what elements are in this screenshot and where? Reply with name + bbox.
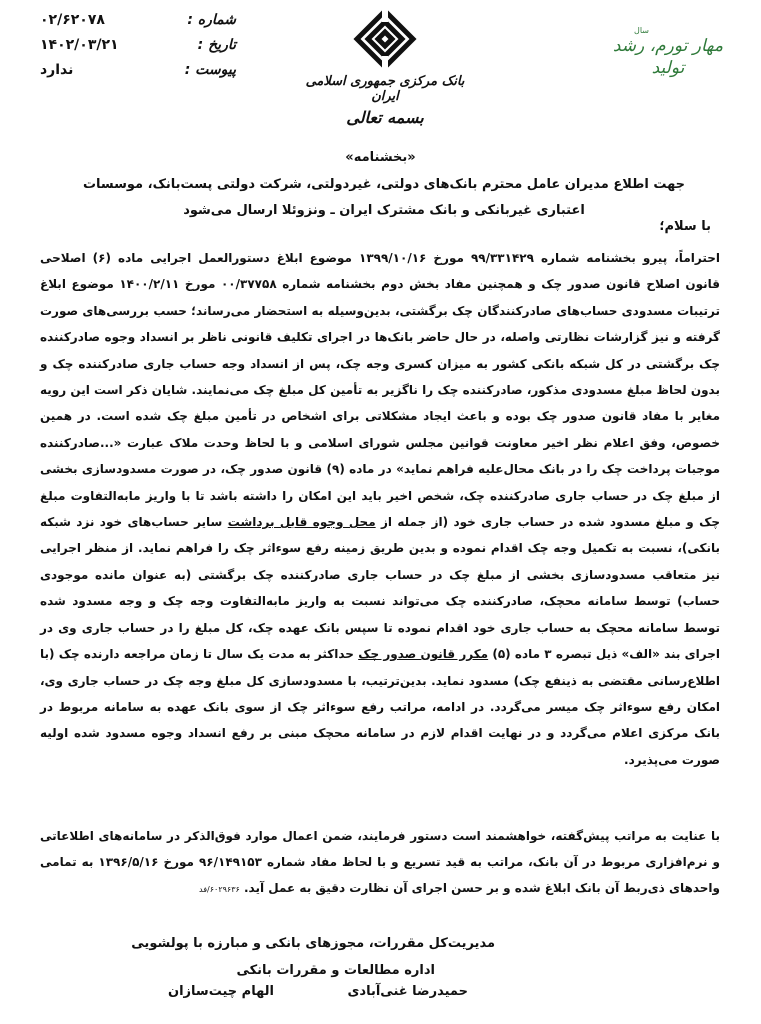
date-label: تاریخ : — [197, 37, 236, 53]
number-value: ۰۲/۶۲۰۷۸ — [40, 12, 105, 28]
central-bank-emblem-icon — [353, 8, 417, 70]
number-label: شماره : — [187, 12, 236, 28]
closing-paragraph — [40, 823, 720, 903]
document-title: «بخشنامه» — [345, 150, 416, 165]
central-bank-logo — [300, 8, 470, 133]
body-underlined-1: محل وجوه قابل برداشت — [227, 515, 376, 530]
recipient-line: جهت اطلاع مدیران عامل محترم بانک‌های دولتی، غیردولتی، شرکت دولتی پست‌بانک، موسسات اعتباری غیربانکی و بانک مشترک ایران ـ ونزوئلا ارسال می‌شود — [82, 177, 686, 218]
greeting: با سلام؛ — [659, 219, 711, 234]
year-slogan-logo — [598, 26, 738, 96]
signatory-name-1: حمیدرضا غنی‌آبادی — [347, 984, 468, 999]
signatory-names — [168, 984, 468, 999]
date-value: ۱۴۰۲/۰۳/۲۱ — [40, 37, 119, 53]
letter-meta — [36, 12, 236, 87]
date-row — [36, 37, 236, 62]
bank-motto: بسمه تعالی — [346, 108, 424, 127]
reference-code: ۶۰۲۹۶۳۶/فد — [199, 885, 240, 894]
signature-office: اداره مطالعات و مقررات بانکی — [236, 963, 435, 978]
body-text-3: حداکثر به مدت یک سال تا زمان مراجعه دارنده چک (با اطلاع‌رسانی مقتضی به ذینفع چک) مسدود نماید. بدین‌ترتیب، با مسدودسازی کل مبلغ وجه چک در حساب جاری وی، امکان رفع سوءاثر چک میسر می‌گردد. در ادامه، مراتب رفع سوءاثر چک از سوی بانک عهده به سامانه مربوط در بانک مرکزی اعلام می‌گردد و در نهایت اقدام لازم در سامانه محچک مبنی بر رفع انسداد وجوه مسدود شده اولیه صورت می‌پذیرد. — [40, 647, 720, 767]
signature-block — [131, 930, 495, 984]
body-underlined-2: مکرر قانون صدور چک — [358, 647, 489, 662]
letter-body — [40, 245, 720, 773]
signature-department: مدیریت‌کل مقررات، مجوزهای بانکی و مبارزه با پولشویی — [131, 936, 495, 951]
attachment-row — [36, 62, 236, 87]
slogan-text: مهار تورم، رشد تولید — [612, 36, 724, 78]
body-text-1: احتراماً، پیرو بخشنامه شماره ۹۹/۳۳۱۴۲۹ مورخ ۱۳۹۹/۱۰/۱۶ موضوع ابلاغ دستورالعمل اجرایی ماده (۶) اصلاحی قانون اصلاح قانون صدور چک و همچنین مفاد بخش دوم بخشنامه شماره ۰۰/۳۷۷۵۸ مورخ ۱۴۰۰/۲/۱۱ موضوع ابلاغ ترتیبات مسدودی حساب‌های صادرکنندگان چک برگشتی، بدین‌وسیله به استحضار می‌رساند؛ حسب بررسی‌های صورت گرفته و نیز گزارشات نظارتی واصله، در حال حاضر بانک‌ها در اجرای تکلیف قانونی ناظر بر انسداد وجوه صادرکننده چک برگشتی در کل شبکه بانکی کشور به میزان کسری وجه چک، پس از انسداد وجه حساب جاری صادرکننده چک و بدون لحاظ مبلغ مسدودی مذکور، صادرکننده چک را ناگزیر به تأمین کل مبلغ چک می‌نمایند. شایان ذکر است این رویه مغایر با مفاد قانون صدور چک بوده و باعث ایجاد مشکلاتی برای اشخاص در تأمین مبلغ چک شده است. در همین خصوص، وفق اعلام نظر اخیر معاونت قوانین مجلس شورای اسلامی و با لحاظ وحدت ملاک عبارت «...صادرکننده موجبات پرداخت چک را در بانک محال‌علیه فراهم نماید» در ماده (۹) قانون صدور چک، در صورت مسدودسازی بخشی از مبلغ چک در حساب جاری صادرکننده چک، شخص اخیر باید این امکان را داشته باشد تا با واریز مابه‌التفاوت مبلغ چک و مبلغ مسدود شده در حساب جاری خود (از جمله از — [40, 251, 721, 530]
body-paragraph — [40, 245, 720, 773]
signatory-name-2: الهام چیت‌سازان — [168, 984, 274, 999]
number-row — [36, 12, 236, 37]
slogan-year: سال — [634, 26, 649, 35]
bank-name: بانک مرکزی جمهوری اسلامی ایران — [305, 74, 465, 104]
attachment-label: پیوست : — [184, 62, 236, 78]
closing-text: با عنایت به مراتب پیش‌گفته، خواهشمند است دستور فرمایند، ضمن اعمال موارد فوق‌الذکر در سامانه‌های اطلاعاتی و نرم‌افزاری مربوط در آن بانک، مراتب به قید تسریع و با لحاظ مفاد شماره ۹۶/۱۴۹۱۵۳ مورخ ۱۳۹۶/۵/۱۶ به تمامی واحدهای ذی‌ربط آن بانک ابلاغ شده و بر حسن اجرای آن نظارت دقیق به عمل آید. — [40, 829, 720, 895]
body-text-2: سایر حساب‌های خود نزد شبکه بانکی)، نسبت به تکمیل وجه چک اقدام نموده و بدین طریق زمینه رفع سوءاثر چک را فراهم نماید. از منظر اجرایی نیز متعاقب مسدودسازی بخشی از مبلغ چک در حساب جاری صادرکننده چک برگشتی (به عنوان مانده موجودی حساب) توسط سامانه محچک، صادرکننده چک می‌تواند نسبت به واریز مابه‌التفاوت وجه چک و وجه مسدود شده توسط سامانه محچک به حساب جاری خود اقدام نموده تا سپس بانک عهده چک، کل مبلغ را در حساب جاری وی در اجرای بند «الف» ذیل تبصره ۳ ماده (۵) — [40, 515, 720, 662]
attachment-value: ندارد — [40, 62, 74, 78]
